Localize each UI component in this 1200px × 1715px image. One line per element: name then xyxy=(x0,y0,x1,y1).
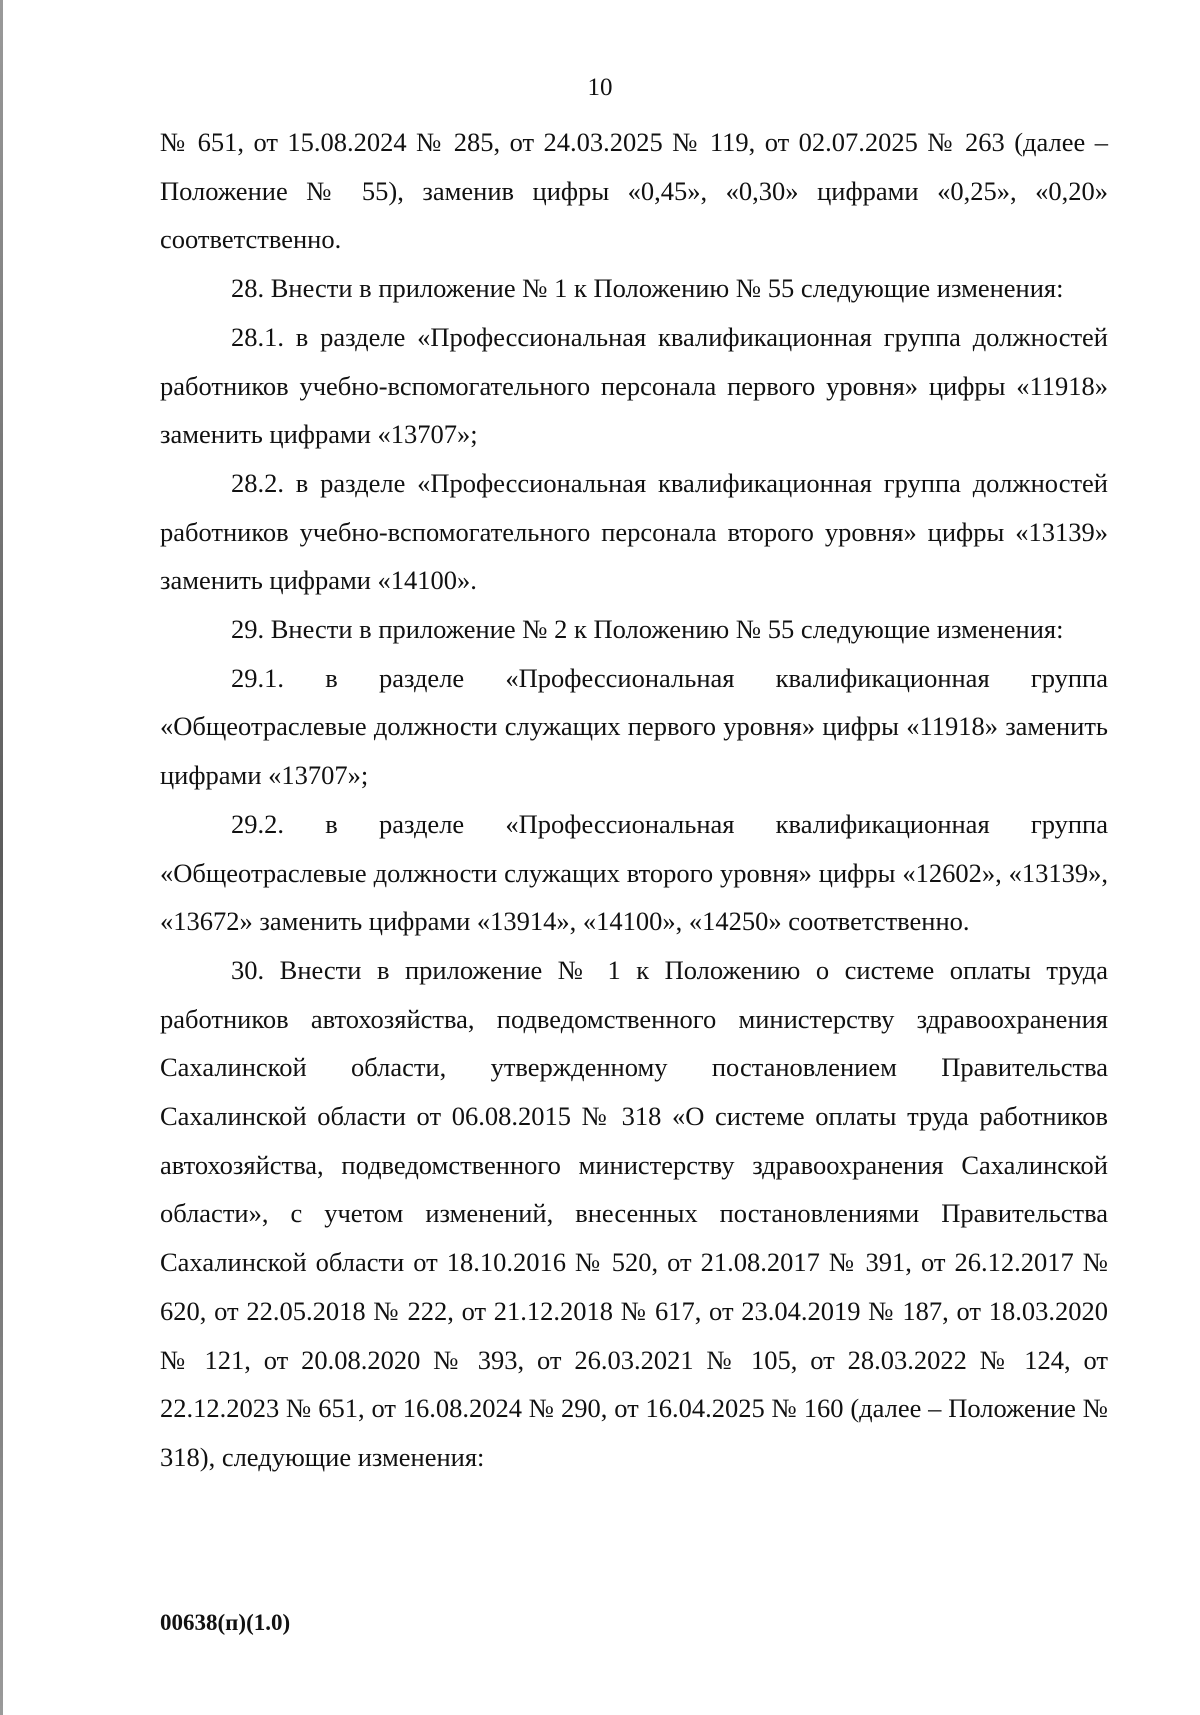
page-number: 10 xyxy=(587,74,613,101)
paragraph-item-29-2: 29.2. в разделе «Профессиональная квалификационная группа «Общеотраслевые должности служащих второго уровня» цифры «12602», «13139», «13672» заменить цифрами «13914», «14100», «14250» соответственно. xyxy=(160,808,1108,937)
scan-edge-shadow xyxy=(0,0,3,1715)
paragraph-item-29: 29. Внести в приложение № 2 к Положению № 55 следующие изменения: xyxy=(231,614,1064,645)
document-body xyxy=(160,118,1108,1482)
paragraph-item-29-1: 29.1. в разделе «Профессиональная квалификационная группа «Общеотраслевые должности служащих первого уровня» цифры «11918» заменить цифрами «13707»; xyxy=(160,662,1108,791)
paragraph-item-28-1: 28.1. в разделе «Профессиональная квалификационная группа должностей работников учебно-вспомогательного персонала первого уровня» цифры «11918» заменить цифрами «13707»; xyxy=(160,321,1108,450)
paragraph-continuation: № 651, от 15.08.2024 № 285, от 24.03.2025 № 119, от 02.07.2025 № 263 (далее – Положение № 55), заменив цифры «0,45», «0,30» цифрами «0,25», «0,20» соответственно. xyxy=(160,127,1108,255)
document-code: 00638(п)(1.0) xyxy=(160,1610,291,1635)
paragraph-item-28: 28. Внести в приложение № 1 к Положению № 55 следующие изменения: xyxy=(231,273,1064,304)
paragraph-item-28-2: 28.2. в разделе «Профессиональная квалификационная группа должностей работников учебно-вспомогательного персонала второго уровня» цифры «13139» заменить цифрами «14100». xyxy=(160,467,1108,596)
paragraph-item-30: 30. Внести в приложение № 1 к Положению о системе оплаты труда работников автохозяйства, подведомственного министерству здравоохранения Сахалинской области, утвержденному постановлением Правительства Сахалинской области от 06.08.2015 № 318 «О системе оплаты труда работников автохозяйства, подведомственного министерству здравоохранения Сахалинской области», с учетом изменений, внесенных постановлениями Правительства Сахалинской области от 18.10.2016 № 520, от 21.08.2017 № 391, от 26.12.2017 № 620, от 22.05.2018 № 222, от 21.12.2018 № 617, от 23.04.2019 № 187, от 18.03.2020 № 121, от 20.08.2020 № 393, от 26.03.2021 № 105, от 28.03.2022 № 124, от 22.12.2023 № 651, от 16.08.2024 № 290, от 16.04.2025 № 160 (далее – Положение № 318), следующие изменения: xyxy=(160,954,1108,1472)
